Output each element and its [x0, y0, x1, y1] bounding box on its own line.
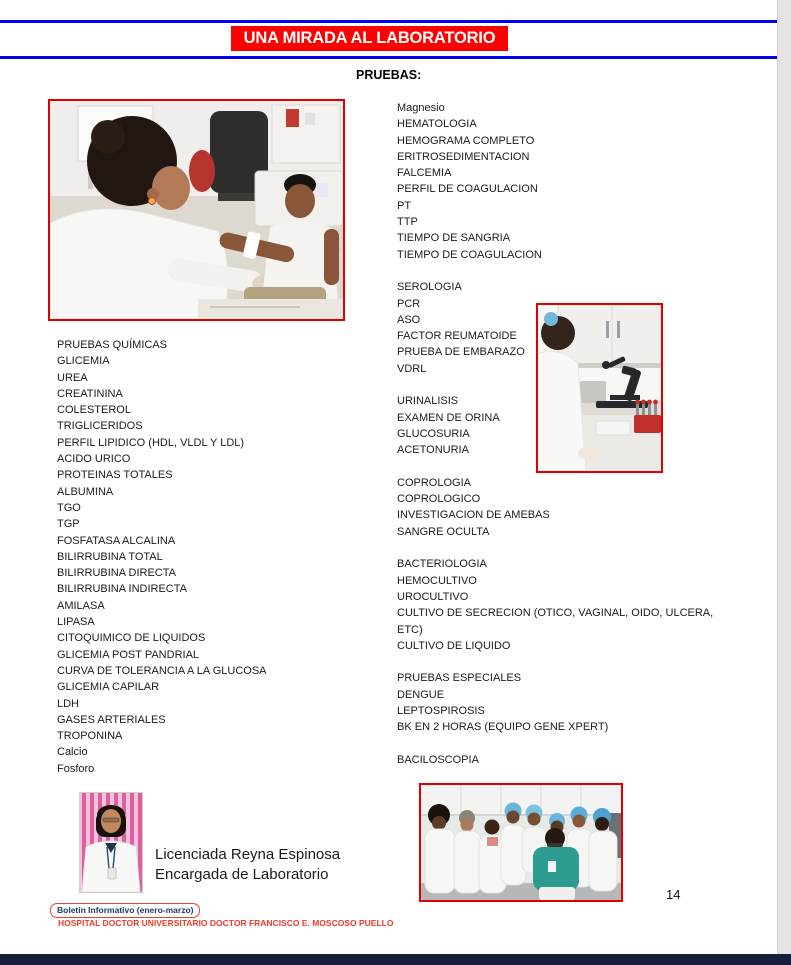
test-item: EXAMEN DE ORINA	[397, 411, 500, 424]
test-item: GLICEMIA CAPILAR	[57, 681, 160, 694]
baciloscopy-group	[397, 752, 729, 768]
test-item: SANGRE OCULTA	[397, 525, 490, 538]
test-item: FOSFATASA ALCALINA	[57, 534, 176, 547]
status-bar	[0, 954, 791, 965]
test-item: Fosforo	[57, 762, 95, 775]
test-item: GLUCOSURIA	[397, 427, 470, 440]
test-item: HEMOGRAMA COMPLETO	[397, 134, 535, 147]
test-item: LEPTOSPIROSIS	[397, 704, 485, 717]
microscope-work-photo	[536, 303, 663, 473]
test-item: ERITROSEDIMENTACION	[397, 150, 530, 163]
test-item: PCR	[397, 297, 421, 310]
hematology-tests-group	[397, 100, 729, 263]
test-item: Calcio	[57, 746, 88, 759]
test-item: PROTEINAS TOTALES	[57, 469, 173, 482]
bottom-blue-rule	[0, 56, 777, 59]
test-item: VDRL	[397, 362, 427, 375]
test-item: BILIRRUBINA DIRECTA	[57, 567, 176, 580]
test-item: CREATININA	[57, 387, 123, 400]
test-item: PERFIL LIPIDICO (HDL, VLDL Y LDL)	[57, 436, 245, 449]
test-item: CULTIVO DE SECRECION (OTICO, VAGINAL, OIDO, ULCERA, ETC)	[397, 607, 714, 636]
page-title-text: UNA MIRADA AL LABORATORIO	[243, 29, 496, 47]
test-item: TIEMPO DE COAGULACION	[397, 248, 542, 261]
test-item: PRUEBAS ESPECIALES	[397, 672, 522, 685]
special-tests-group	[397, 670, 729, 735]
team-photo-illustration	[421, 785, 621, 900]
test-item: BK EN 2 HORAS (EQUIPO GENE XPERT)	[397, 721, 609, 734]
blood-draw-photo-illustration	[50, 101, 343, 319]
test-item: FALCEMIA	[397, 167, 452, 180]
reyna-espinosa-portrait-photo	[79, 792, 143, 893]
test-item: ASO	[397, 313, 421, 326]
test-item: PRUEBAS QUÍMICAS	[57, 339, 168, 351]
microscope-photo-illustration	[538, 305, 661, 471]
laboratory-team-photo	[419, 783, 623, 902]
test-item: LIPASA	[57, 616, 95, 629]
staff-caption	[155, 845, 340, 885]
staff-name: Licenciada Reyna Espinosa	[155, 846, 341, 863]
test-item: DENGUE	[397, 688, 445, 701]
test-item: PRUEBA DE EMBARAZO	[397, 346, 525, 359]
test-item: FACTOR REUMATOIDE	[397, 330, 517, 343]
hospital-name: HOSPITAL DOCTOR UNIVERSITARIO DOCTOR FRANCISCO E. MOSCOSO PUELLO	[58, 918, 394, 928]
test-item: SEROLOGIA	[397, 281, 462, 294]
test-item: CURVA DE TOLERANCIA A LA GLUCOSA	[57, 664, 267, 677]
chief-portrait-illustration	[80, 793, 142, 892]
test-item: TRIGLICERIDOS	[57, 420, 143, 433]
test-item: LDH	[57, 697, 80, 710]
test-item: TROPONINA	[57, 730, 123, 743]
test-item: COPROLOGIA	[397, 476, 471, 489]
page-number: 14	[666, 887, 681, 902]
window-edge-strip	[777, 0, 791, 965]
page-title	[231, 26, 508, 51]
test-item: UREA	[57, 371, 88, 384]
test-item: CULTIVO DE LIQUIDO	[397, 639, 511, 652]
coprology-tests-group	[397, 475, 729, 540]
test-item: CITOQUIMICO DE LIQUIDOS	[57, 632, 206, 645]
blood-draw-photo	[48, 99, 345, 321]
test-item: PERFIL DE COAGULACION	[397, 183, 538, 196]
test-item: URINALISIS	[397, 395, 459, 408]
test-item: BILIRRUBINA TOTAL	[57, 550, 163, 563]
test-item: ALBUMINA	[57, 485, 114, 498]
test-item: PT	[397, 199, 412, 212]
test-item: GLICEMIA	[57, 355, 110, 368]
test-item: HEMOCULTIVO	[397, 574, 477, 587]
test-item: INVESTIGACION DE AMEBAS	[397, 509, 550, 522]
bulletin-badge: Boletín Informativo (enero-marzo)	[50, 903, 200, 918]
test-item: COPROLOGICO	[397, 493, 481, 506]
test-item: ACIDO URICO	[57, 453, 131, 466]
test-item: GLICEMIA POST PANDRIAL	[57, 648, 200, 661]
section-heading: PRUEBAS:	[356, 68, 422, 82]
test-item: BILIRRUBINA INDIRECTA	[57, 583, 187, 596]
test-item: TTP	[397, 216, 418, 229]
chemical-tests-list	[57, 337, 377, 777]
test-item: Magnesio	[397, 102, 445, 114]
test-item: BACTERIOLOGIA	[397, 558, 487, 571]
test-item: HEMATOLOGIA	[397, 118, 477, 131]
test-item: UROCULTIVO	[397, 590, 469, 603]
test-item: TGP	[57, 518, 80, 531]
test-item: GASES ARTERIALES	[57, 713, 166, 726]
test-item: COLESTEROL	[57, 404, 131, 417]
bacteriology-tests-group	[397, 556, 729, 654]
test-item: TGO	[57, 501, 81, 514]
staff-role: Encargada de Laboratorio	[155, 866, 329, 883]
test-item: AMILASA	[57, 599, 105, 612]
test-item: BACILOSCOPIA	[397, 753, 479, 766]
test-item: TIEMPO DE SANGRIA	[397, 232, 511, 245]
test-item: ACETONURIA	[397, 444, 469, 457]
top-blue-rule	[0, 20, 777, 23]
